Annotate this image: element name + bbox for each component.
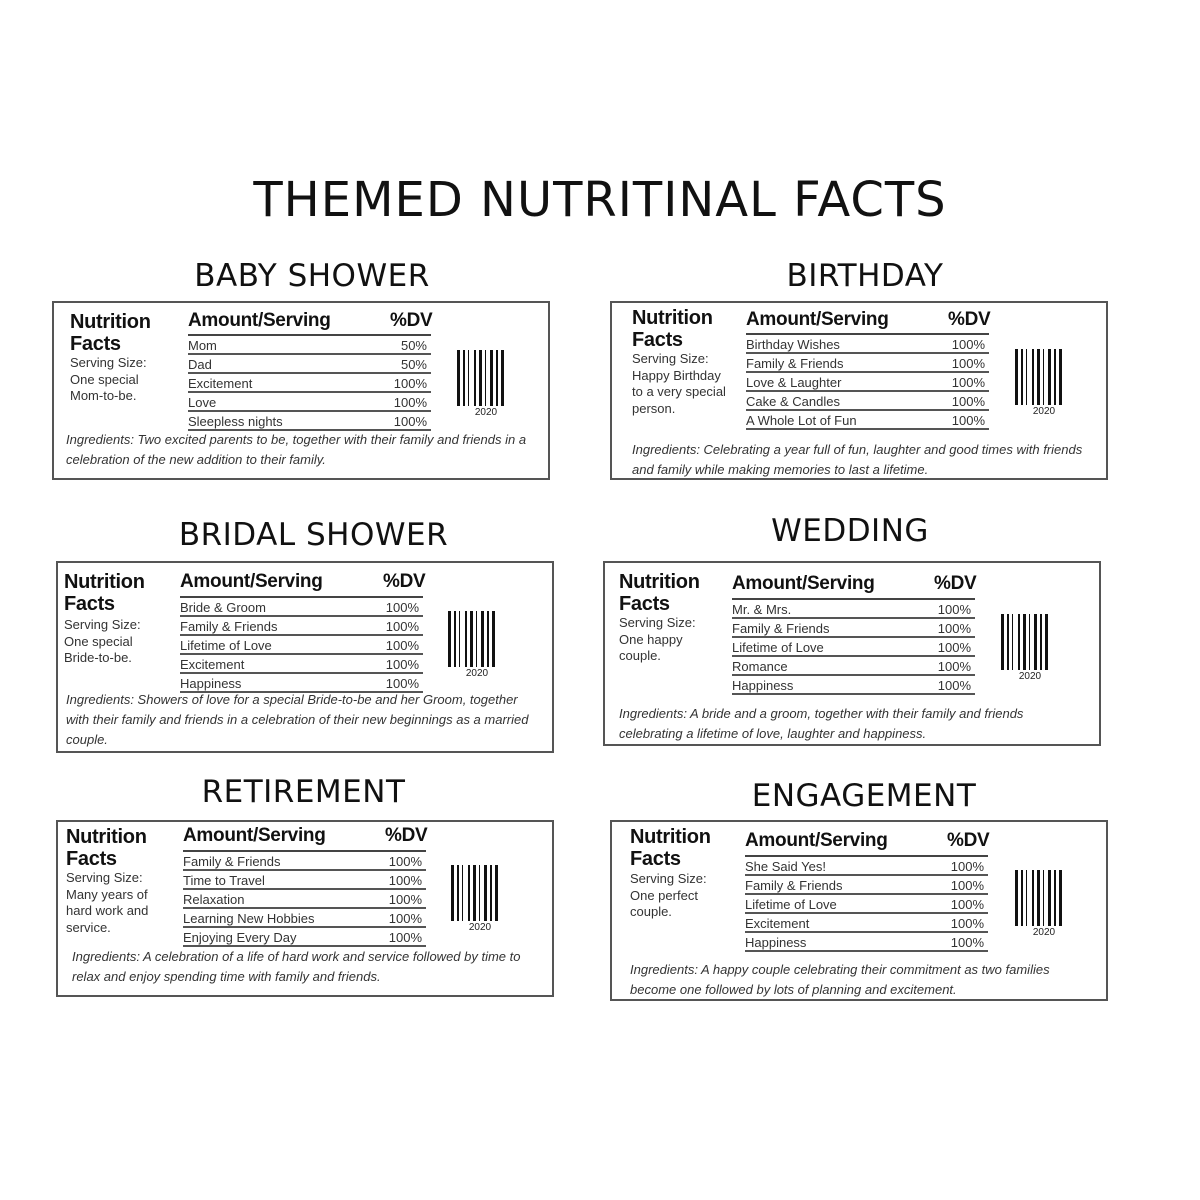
barcode-bar bbox=[1015, 349, 1018, 405]
barcode-bar bbox=[484, 865, 487, 921]
label-bridal-shower bbox=[56, 561, 554, 753]
barcode-bar bbox=[481, 611, 484, 667]
barcode-bar bbox=[496, 350, 498, 406]
nutrient-value: 100% bbox=[385, 638, 419, 653]
nutrient-row bbox=[745, 876, 988, 895]
barcode bbox=[1001, 614, 1059, 682]
nutrient-row bbox=[732, 657, 975, 676]
nutrient-value: 100% bbox=[388, 911, 422, 926]
nutrient-value: 100% bbox=[385, 657, 419, 672]
nutrient-name: Love bbox=[188, 395, 217, 410]
dv-header: %DV bbox=[385, 825, 428, 846]
nutrient-value: 100% bbox=[388, 854, 422, 869]
barcode-year: 2020 bbox=[465, 668, 489, 679]
nutrient-name: Learning New Hobbies bbox=[183, 911, 315, 926]
nutrient-name: Happiness bbox=[745, 935, 807, 950]
barcode-bar bbox=[451, 865, 454, 921]
barcode-bar bbox=[1007, 614, 1009, 670]
section-title-engagement: ENGAGEMENT bbox=[751, 778, 977, 814]
barcode-bar bbox=[457, 865, 459, 921]
nutrient-row bbox=[745, 895, 988, 914]
nutrient-value: 100% bbox=[937, 621, 971, 636]
nutrient-value: 100% bbox=[388, 930, 422, 945]
dv-header: %DV bbox=[383, 571, 426, 592]
nutrient-row bbox=[188, 412, 431, 431]
nutrient-row bbox=[746, 411, 989, 430]
nutrient-value: 100% bbox=[951, 413, 985, 428]
nutrient-value: 100% bbox=[951, 356, 985, 371]
barcode-bar bbox=[1054, 349, 1056, 405]
nutrient-name: Lifetime of Love bbox=[745, 897, 837, 912]
barcode-bar bbox=[1026, 870, 1027, 926]
amount-serving-header: Amount/Serving bbox=[183, 825, 326, 846]
section-title-retirement: RETIREMENT bbox=[201, 774, 406, 810]
dv-header: %DV bbox=[390, 310, 433, 331]
nutrient-value: 100% bbox=[950, 916, 984, 931]
barcode-bar bbox=[1037, 349, 1040, 405]
barcode-bar bbox=[1037, 870, 1040, 926]
nutrient-value: 100% bbox=[393, 414, 427, 429]
nutrient-row bbox=[745, 933, 988, 952]
nutrient-name: Family & Friends bbox=[183, 854, 281, 869]
page-title: THEMED NUTRITINAL FACTS bbox=[253, 172, 947, 228]
barcode-bar bbox=[457, 350, 460, 406]
barcode-bar bbox=[479, 350, 482, 406]
nutrient-value: 100% bbox=[937, 640, 971, 655]
nutrient-row bbox=[180, 655, 423, 674]
ingredients-text: Ingredients: A celebration of a life of hard work and service followed by time to relax and enjoy spending time with family and friends. bbox=[72, 949, 521, 984]
nutrient-name: Excitement bbox=[188, 376, 253, 391]
nutrient-name: A Whole Lot of Fun bbox=[746, 413, 857, 428]
nutrient-name: Romance bbox=[732, 659, 788, 674]
ingredients-text: Ingredients: Showers of love for a special Bride-to-be and her Groom, together with their family and friends in a celebration of their new beginnings as a married couple. bbox=[66, 692, 529, 747]
section-title-wedding: WEDDING bbox=[771, 513, 929, 549]
label-baby-shower bbox=[52, 301, 550, 480]
barcode-bar bbox=[1059, 349, 1062, 405]
barcode-bar bbox=[1015, 870, 1018, 926]
barcode-bar bbox=[1001, 614, 1004, 670]
barcode-year: 2020 bbox=[1018, 671, 1042, 682]
barcode bbox=[448, 611, 506, 679]
nutrient-row bbox=[180, 598, 423, 617]
nutrient-name: Family & Friends bbox=[745, 878, 843, 893]
barcode-bars bbox=[448, 611, 506, 667]
nutrient-row bbox=[188, 355, 431, 374]
barcode-bar bbox=[1023, 614, 1026, 670]
section-title-bridal-shower: BRIDAL SHOWER bbox=[178, 517, 449, 553]
nutrient-name: Mr. & Mrs. bbox=[732, 602, 792, 617]
barcode-bar bbox=[473, 865, 476, 921]
barcode-bar bbox=[454, 611, 456, 667]
nutrient-value: 100% bbox=[951, 394, 985, 409]
nutrient-value: 100% bbox=[393, 376, 427, 391]
barcode-bar bbox=[1054, 870, 1056, 926]
nutrient-name: Enjoying Every Day bbox=[183, 930, 297, 945]
nutrient-row bbox=[746, 373, 989, 392]
nutrition-facts-title: Nutrition Facts bbox=[632, 307, 713, 351]
nutrition-facts-title: Nutrition Facts bbox=[70, 311, 151, 355]
nutrient-name: Sleepless nights bbox=[188, 414, 283, 429]
nutrient-row bbox=[745, 857, 988, 876]
barcode bbox=[1015, 349, 1073, 417]
nutrient-value: 100% bbox=[951, 375, 985, 390]
section-title-baby-shower: BABY SHOWER bbox=[194, 258, 430, 294]
barcode bbox=[451, 865, 509, 933]
nutrient-row bbox=[746, 354, 989, 373]
serving-size: Serving Size: One special Bride-to-be. bbox=[64, 617, 141, 665]
nutrition-facts-title: Nutrition Facts bbox=[619, 571, 700, 615]
nutrient-name: Family & Friends bbox=[746, 356, 844, 371]
nutrient-row bbox=[732, 600, 975, 619]
nutrient-value: 50% bbox=[400, 338, 427, 353]
label-engagement bbox=[610, 820, 1108, 1001]
barcode-bar bbox=[485, 350, 486, 406]
nutrient-name: Excitement bbox=[180, 657, 245, 672]
nutrient-rows bbox=[746, 333, 989, 430]
nutrient-value: 100% bbox=[388, 892, 422, 907]
barcode-bars bbox=[457, 350, 515, 406]
barcode-bar bbox=[1059, 870, 1062, 926]
nutrient-value: 100% bbox=[937, 602, 971, 617]
nutrient-row bbox=[732, 638, 975, 657]
barcode-year: 2020 bbox=[1032, 406, 1056, 417]
barcode-bar bbox=[459, 611, 460, 667]
nutrient-value: 100% bbox=[385, 600, 419, 615]
dv-header: %DV bbox=[934, 573, 977, 594]
serving-size: Serving Size: One special Mom-to-be. bbox=[70, 355, 147, 403]
nutrient-rows bbox=[745, 855, 988, 952]
barcode-year: 2020 bbox=[1032, 927, 1056, 938]
barcode-bars bbox=[1015, 349, 1073, 405]
nutrient-name: Birthday Wishes bbox=[746, 337, 840, 352]
barcode-bar bbox=[470, 611, 473, 667]
nutrient-name: Family & Friends bbox=[732, 621, 830, 636]
barcode-bar bbox=[1048, 870, 1051, 926]
nutrient-row bbox=[183, 928, 426, 947]
barcode-bar bbox=[1043, 349, 1044, 405]
nutrient-name: Mom bbox=[188, 338, 217, 353]
barcode-bar bbox=[1012, 614, 1013, 670]
amount-serving-header: Amount/Serving bbox=[732, 573, 875, 594]
barcode-bar bbox=[487, 611, 489, 667]
barcode-year: 2020 bbox=[474, 407, 498, 418]
nutrient-name: Dad bbox=[188, 357, 212, 372]
barcode-bars bbox=[1015, 870, 1073, 926]
ingredients-text: Ingredients: A bride and a groom, together with their family and friends celebrating a lifetime of love, laughter and happiness. bbox=[619, 706, 1024, 741]
amount-serving-header: Amount/Serving bbox=[180, 571, 323, 592]
amount-serving-header: Amount/Serving bbox=[188, 310, 331, 331]
barcode-bar bbox=[1032, 870, 1034, 926]
dv-header: %DV bbox=[948, 309, 991, 330]
nutrient-row bbox=[732, 676, 975, 695]
nutrient-value: 100% bbox=[385, 676, 419, 691]
nutrient-value: 100% bbox=[393, 395, 427, 410]
barcode-bar bbox=[495, 865, 498, 921]
barcode-bar bbox=[448, 611, 451, 667]
nutrient-name: Lifetime of Love bbox=[180, 638, 272, 653]
nutrient-name: Excitement bbox=[745, 916, 810, 931]
barcode-bar bbox=[479, 865, 480, 921]
nutrient-row bbox=[745, 914, 988, 933]
dv-header: %DV bbox=[947, 830, 990, 851]
nutrient-rows bbox=[180, 596, 423, 693]
barcode-bar bbox=[1032, 349, 1034, 405]
barcode-bar bbox=[1034, 614, 1037, 670]
barcode-bar bbox=[490, 865, 492, 921]
nutrient-value: 100% bbox=[937, 659, 971, 674]
nutrient-name: Relaxation bbox=[183, 892, 245, 907]
nutrient-value: 100% bbox=[951, 337, 985, 352]
nutrient-row bbox=[180, 636, 423, 655]
barcode-bar bbox=[501, 350, 504, 406]
barcode-bar bbox=[1026, 349, 1027, 405]
nutrient-value: 50% bbox=[400, 357, 427, 372]
barcode-bar bbox=[462, 865, 463, 921]
nutrient-value: 100% bbox=[388, 873, 422, 888]
nutrient-value: 100% bbox=[950, 935, 984, 950]
nutrient-name: Bride & Groom bbox=[180, 600, 266, 615]
nutrient-name: Cake & Candles bbox=[746, 394, 840, 409]
nutrient-row bbox=[746, 335, 989, 354]
barcode-bar bbox=[476, 611, 477, 667]
barcode-bar bbox=[474, 350, 476, 406]
barcode-bar bbox=[1043, 870, 1044, 926]
nutrient-row bbox=[746, 392, 989, 411]
nutrient-name: She Said Yes! bbox=[745, 859, 826, 874]
barcode-bar bbox=[1040, 614, 1042, 670]
nutrient-value: 100% bbox=[937, 678, 971, 693]
nutrition-facts-title: Nutrition Facts bbox=[64, 571, 145, 615]
barcode-bar bbox=[490, 350, 493, 406]
ingredients-text: Ingredients: Two excited parents to be, together with their family and friends in a celebration of the new addition to their family. bbox=[66, 432, 527, 467]
nutrient-row bbox=[732, 619, 975, 638]
nutrient-name: Family & Friends bbox=[180, 619, 278, 634]
barcode-bars bbox=[1001, 614, 1059, 670]
serving-size: Serving Size: Happy Birthday to a very special person. bbox=[632, 351, 726, 416]
barcode-bar bbox=[465, 611, 467, 667]
barcode-bar bbox=[468, 865, 470, 921]
nutrient-rows bbox=[188, 334, 431, 431]
nutrition-facts-title: Nutrition Facts bbox=[66, 826, 147, 870]
barcode-bar bbox=[1048, 349, 1051, 405]
label-wedding bbox=[603, 561, 1101, 746]
nutrient-row bbox=[188, 374, 431, 393]
barcode-bar bbox=[1018, 614, 1020, 670]
nutrient-row bbox=[183, 871, 426, 890]
serving-size: Serving Size: One perfect couple. bbox=[630, 871, 707, 919]
barcode-year: 2020 bbox=[468, 922, 492, 933]
nutrient-name: Happiness bbox=[180, 676, 242, 691]
nutrient-value: 100% bbox=[950, 878, 984, 893]
ingredients-text: Ingredients: Celebrating a year full of fun, laughter and good times with friends and family while making memories to last a lifetime. bbox=[632, 442, 1083, 477]
barcode-bar bbox=[1029, 614, 1030, 670]
barcode-bar bbox=[492, 611, 495, 667]
barcode-bar bbox=[1021, 870, 1023, 926]
barcode-bar bbox=[463, 350, 465, 406]
barcode-bars bbox=[451, 865, 509, 921]
section-title-birthday: BIRTHDAY bbox=[786, 258, 944, 294]
nutrition-facts-title: Nutrition Facts bbox=[630, 826, 711, 870]
barcode bbox=[1015, 870, 1073, 938]
nutrient-name: Love & Laughter bbox=[746, 375, 842, 390]
label-birthday bbox=[610, 301, 1108, 480]
nutrient-name: Lifetime of Love bbox=[732, 640, 824, 655]
nutrient-value: 100% bbox=[385, 619, 419, 634]
barcode-bar bbox=[1045, 614, 1048, 670]
nutrient-row bbox=[183, 852, 426, 871]
serving-size: Serving Size: Many years of hard work and service. bbox=[66, 870, 149, 935]
nutrient-value: 100% bbox=[950, 859, 984, 874]
nutrient-row bbox=[183, 909, 426, 928]
nutrient-rows bbox=[183, 850, 426, 947]
nutrient-row bbox=[188, 336, 431, 355]
nutrient-name: Happiness bbox=[732, 678, 794, 693]
barcode bbox=[457, 350, 515, 418]
ingredients-text: Ingredients: A happy couple celebrating their commitment as two families become one followed by lots of planning and excitement. bbox=[630, 962, 1050, 997]
nutrient-row bbox=[188, 393, 431, 412]
nutrient-row bbox=[180, 617, 423, 636]
label-retirement bbox=[56, 820, 554, 997]
amount-serving-header: Amount/Serving bbox=[746, 309, 889, 330]
nutrient-row bbox=[183, 890, 426, 909]
nutrient-name: Time to Travel bbox=[183, 873, 265, 888]
serving-size: Serving Size: One happy couple. bbox=[619, 615, 696, 663]
amount-serving-header: Amount/Serving bbox=[745, 830, 888, 851]
nutrient-rows bbox=[732, 598, 975, 695]
barcode-bar bbox=[468, 350, 469, 406]
barcode-bar bbox=[1021, 349, 1023, 405]
nutrient-value: 100% bbox=[950, 897, 984, 912]
